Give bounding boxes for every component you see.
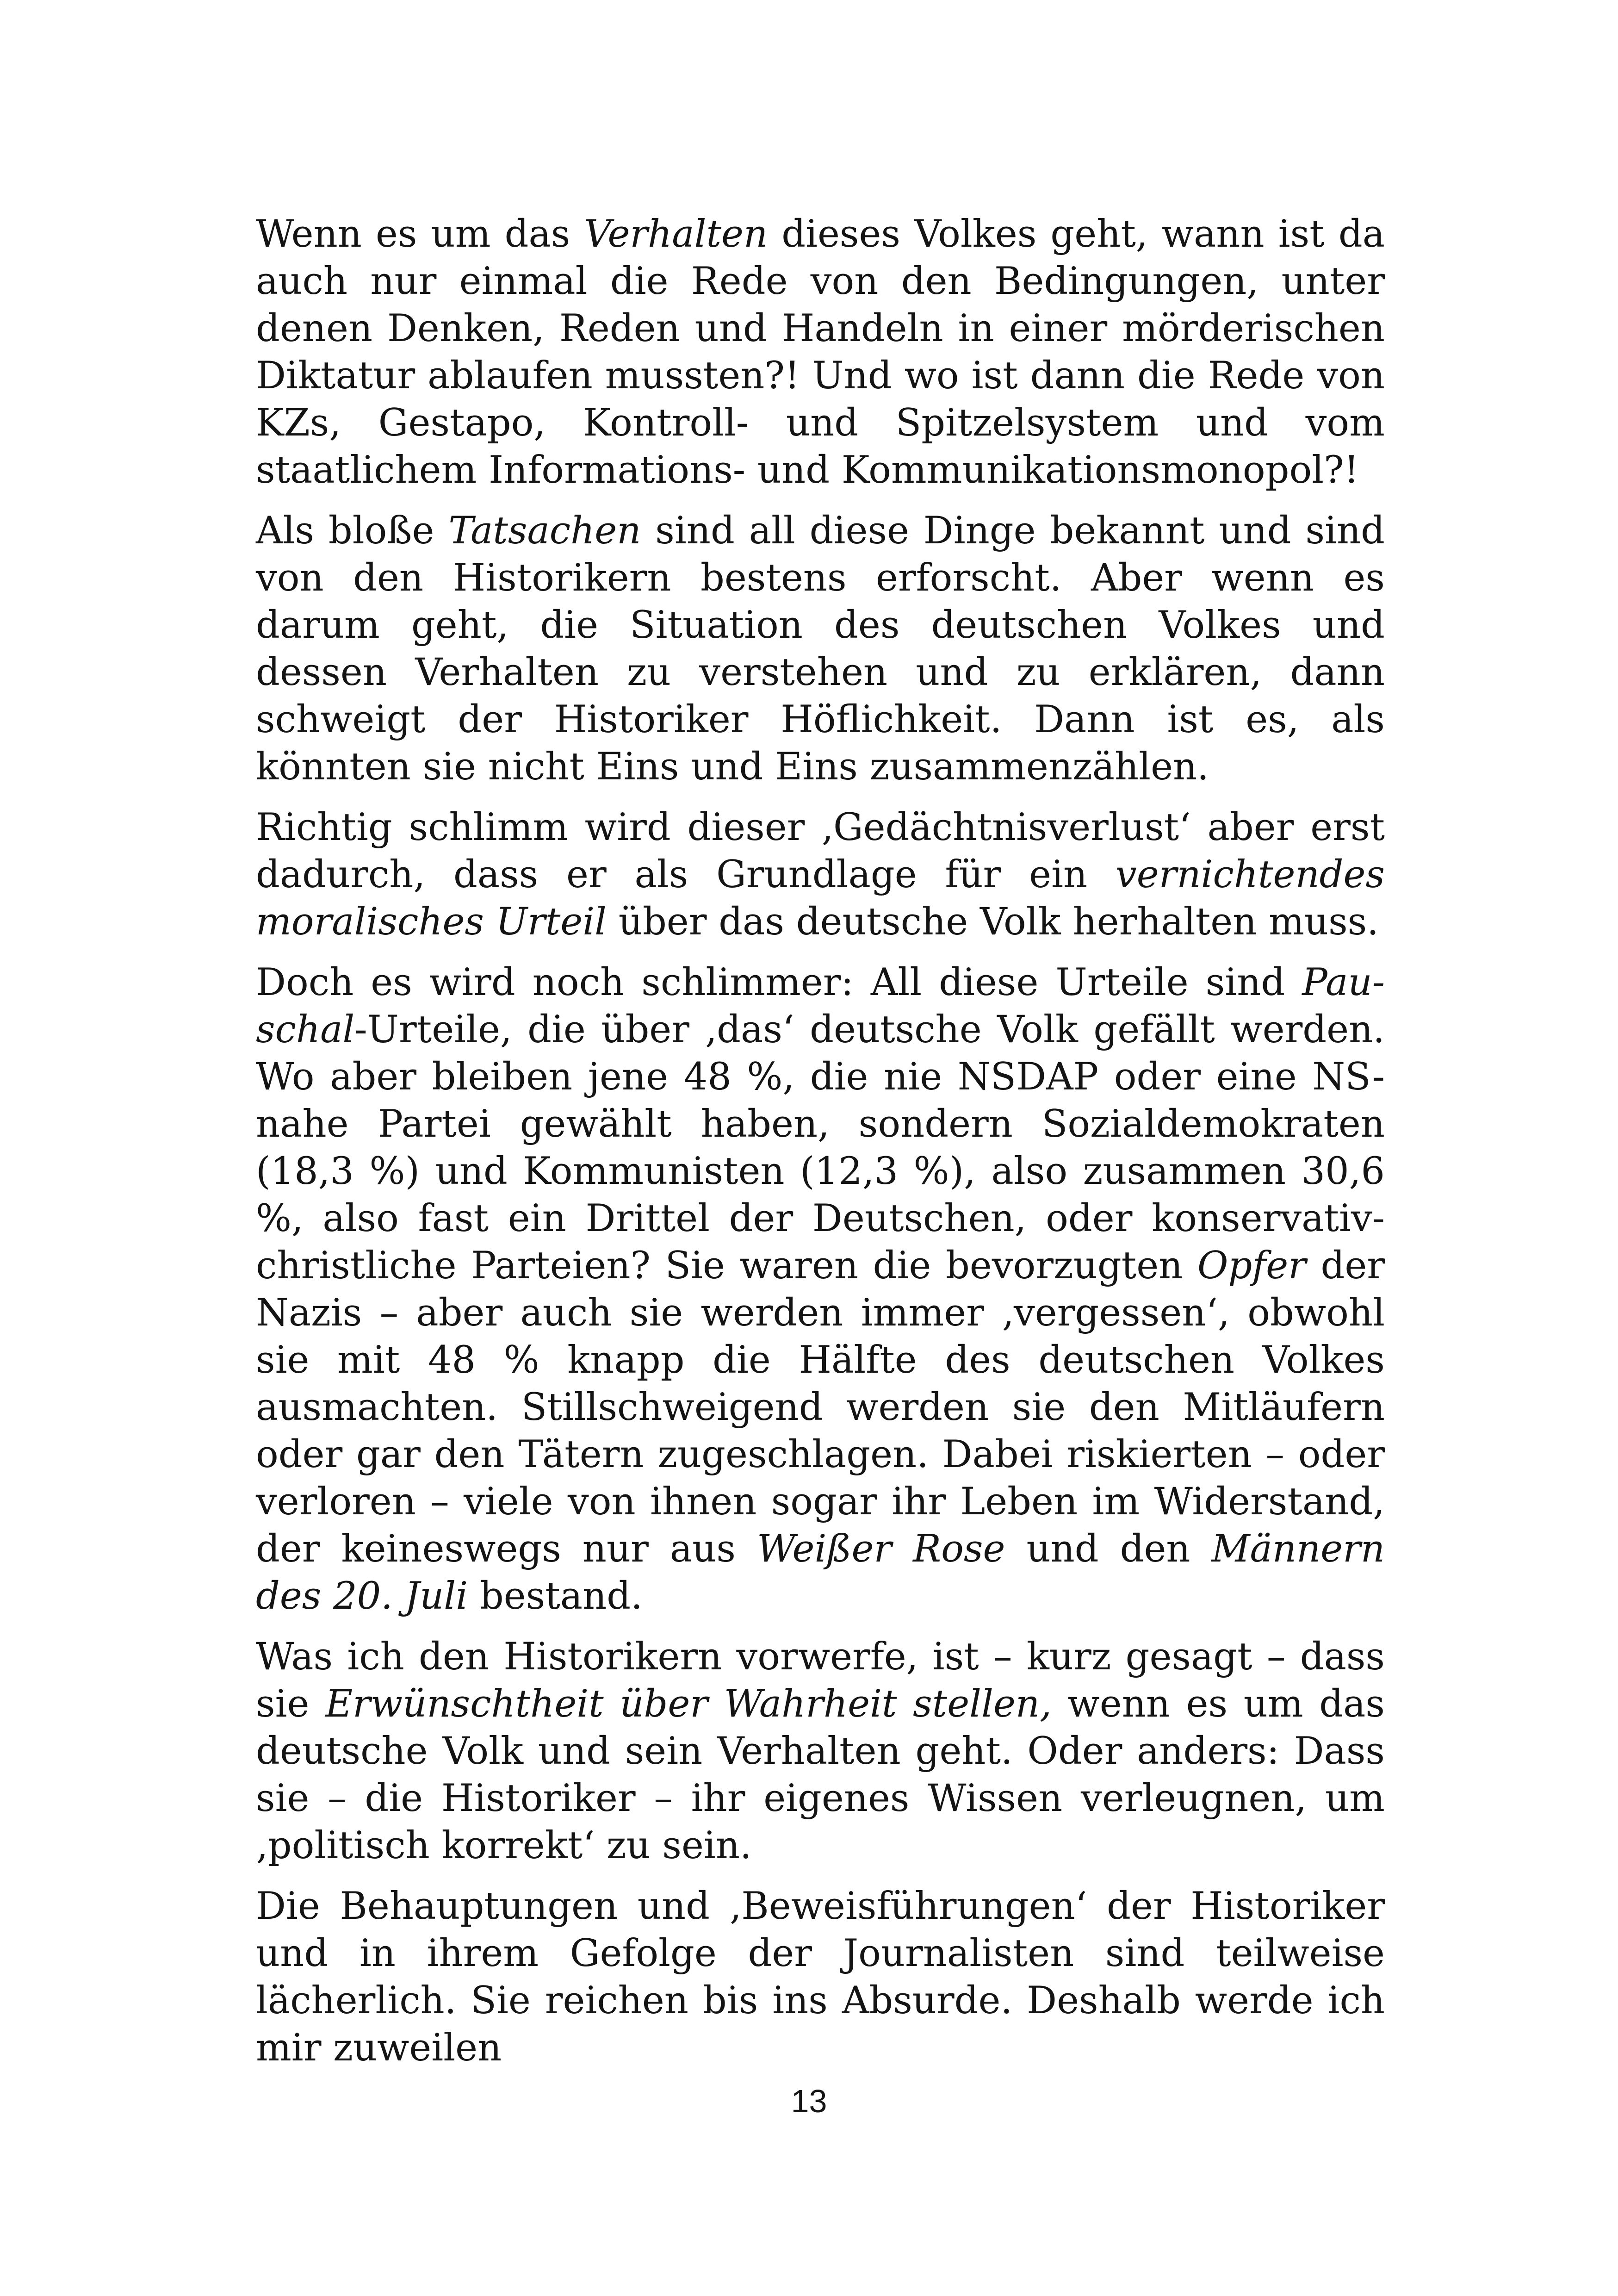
paragraph [256,211,1385,494]
text-run: dieses Volkes geht, wann ist da auch nur einmal die Rede von den Bedingungen, unter denen Denken, Reden und Handeln in einer mörderischen Diktatur ablaufen mussten?! Und wo ist dann die Rede von KZs, Gestapo, Kontroll- und Spitzelsystem und vom staatlichem Informations- und Kommunikationsmonopol?! [256,212,1385,492]
text-run: Doch es wird noch schlimmer: All diese Urteile sind [256,961,1302,1004]
paragraph [256,507,1385,790]
text-run: wenn es um das deutsche Volk und sein Verhalten geht. Oder anders: Dass sie – die Historiker – ihr eigenes Wissen verleugnen, um ‚politisch korrekt‘ zu sein. [256,1682,1385,1867]
paragraph [256,1633,1385,1869]
text-run: der Nazis – aber auch sie werden immer ‚vergessen‘, obwohl sie mit 48 % knapp die Hälfte des deutschen Volkes ausmachten. Stillschweigend werden sie den Mitläufern oder gar den Tätern zugeschlagen. Dabei riskierten – oder verloren – viele von ihnen sogar ihr Leben im Widerstand, der keineswegs nur aus [256,1244,1385,1571]
text-run: Was ich den Historikern vorwerfe, ist – kurz gesagt – dass sie [256,1635,1385,1726]
paragraph [256,1883,1385,2072]
text-run: Wenn es um das [256,212,584,256]
text-run: bestand. [468,1574,643,1618]
text-run: und den [1005,1527,1212,1571]
text-run: sind all diese Dinge bekannt und sind von den Historikern bestens erforscht. Aber wenn es darum geht, die Situation des deutschen Volkes und dessen Verhalten zu verstehen und zu erklären, dann schweigt der Historiker Höflichkeit. Dann ist es, als könnten sie nicht Eins und Eins zusammenzählen. [256,509,1385,789]
text-run: -Urteile, die über ‚das‘ deutsche Volk gefällt werden. Wo aber bleiben jene 48 %, die nie NSDAP oder eine NS-nahe Partei gewählt haben, sondern Sozialdemokraten (18,3 %) und Kommunisten (12,3 %), also zusammen 30,6 %, also fast ein Drittel der Deutschen, oder konservativ-christliche Parteien? Sie waren die bevorzugten [256,1008,1385,1288]
italic-text-run: Erwünschtheit über Wahrheit stellen, [325,1682,1052,1726]
paragraph [256,959,1385,1620]
italic-text-run: Tatsachen [448,509,641,553]
text-run: Als bloße [256,509,449,553]
text-run: über das deutsche Volk herhalten muss. [607,900,1379,944]
text-run: Die Behauptungen und ‚Beweisführungen‘ der Historiker und in ihrem Gefolge der Journalisten sind teilweise lächerlich. Sie reichen bis ins Absurde. Deshalb werde ich mir zuweilen [256,1885,1385,2070]
italic-text-run: Verhalten [584,212,768,256]
paragraph [256,804,1385,946]
body-text [256,211,1385,2085]
text-run: Richtig schlimm wird dieser ‚Gedächtnisverlust‘ aber erst dadurch, dass er als Grundlage für ein [256,806,1385,896]
italic-text-run: Weißer Rose [756,1527,1005,1571]
page-number: 13 [791,2083,827,2119]
italic-text-run: Männern des 20. Juli [256,1527,1385,1618]
italic-text-run: Opfer [1197,1244,1306,1288]
italic-text-run: Pauschal [256,961,1385,1052]
italic-text-run: vernichtendes moralisches Urteil [256,853,1385,944]
